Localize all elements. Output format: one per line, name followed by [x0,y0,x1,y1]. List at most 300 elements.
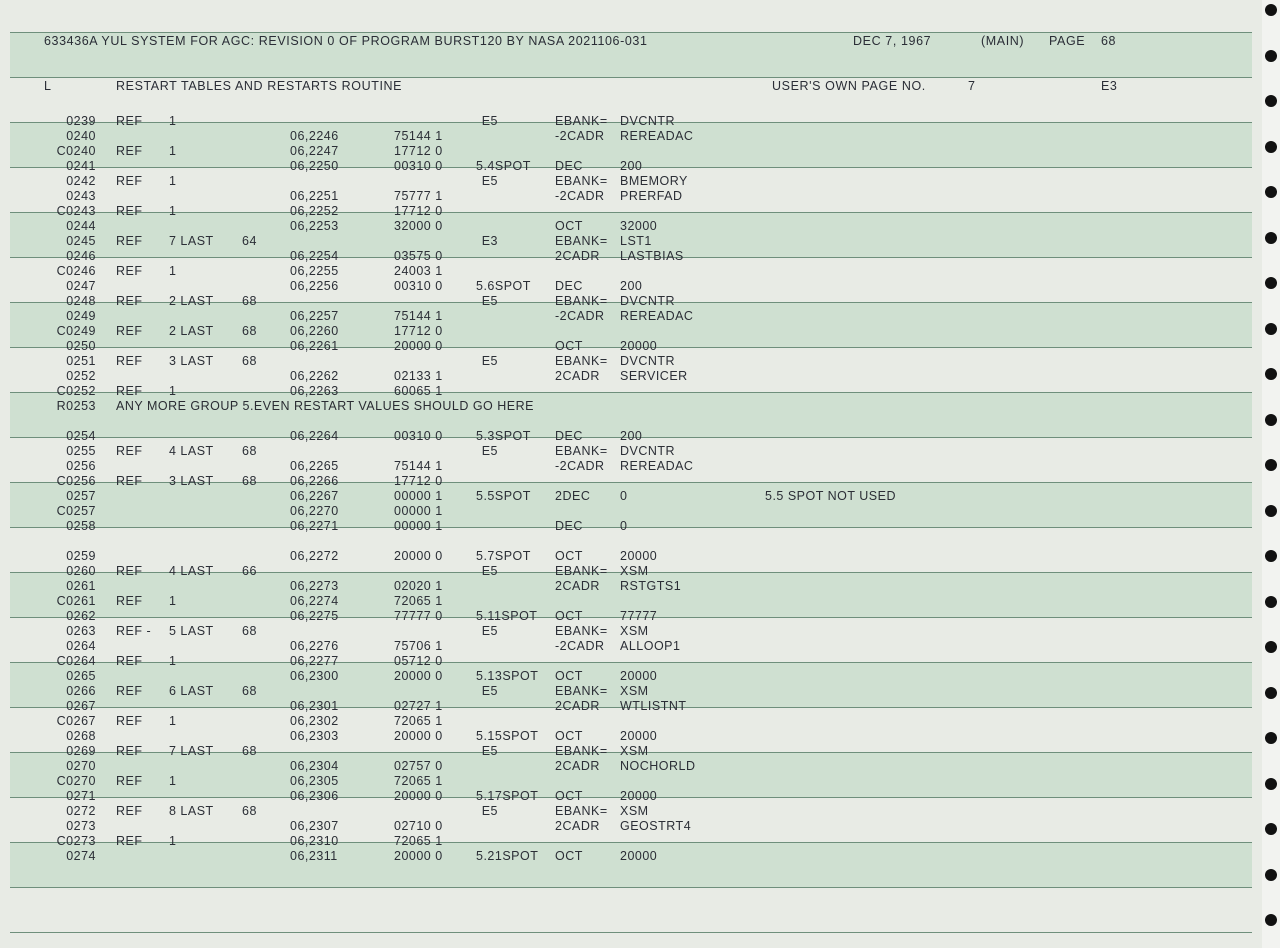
ref-marker: REF [116,714,143,728]
memory-address: 06,2257 [290,309,339,323]
operand: XSM [620,624,649,638]
operand: 32000 [620,219,658,233]
tractor-feed-strip [1262,0,1280,948]
ref-marker: REF [116,594,143,608]
line-number: C0261 [56,594,96,608]
octal-word: 32000 0 [394,219,443,233]
last-page: 68 [242,744,257,758]
feed-hole-icon [1265,459,1277,471]
octal-word: 72065 1 [394,834,443,848]
ref-count: 1 [169,264,177,278]
opcode: OCT [555,849,583,863]
line-number: 0240 [66,129,96,143]
memory-address: 06,2264 [290,429,339,443]
line-number: 0242 [66,174,96,188]
listing-header-title: 633436A YUL SYSTEM FOR AGC: REVISION 0 OF PROGRAM BURST120 BY NASA 2021106-031 [44,34,648,48]
feed-hole-icon [1265,414,1277,426]
memory-address: 06,2274 [290,594,339,608]
operand: DVCNTR [620,294,676,308]
listing-row [0,369,1262,384]
ref-count: 8 LAST [169,804,214,818]
listing-row [0,189,1262,204]
opcode: 2CADR [555,579,600,593]
line-number: 0244 [66,219,96,233]
ebank-tag: E5 [481,684,498,698]
ebank-tag: E3 [481,234,498,248]
memory-address: 06,2307 [290,819,339,833]
opcode: EBANK= [555,684,608,698]
octal-word: 77777 0 [394,609,443,623]
feed-hole-icon [1265,368,1277,380]
last-page: 68 [242,684,257,698]
opcode: DEC [555,159,583,173]
line-number: C0264 [56,654,96,668]
listing-row [0,339,1262,354]
line-number: 0247 [66,279,96,293]
line-number: 0263 [66,624,96,638]
memory-address: 06,2251 [290,189,339,203]
listing-row [0,549,1262,564]
listing-row [0,279,1262,294]
opcode: -2CADR [555,639,605,653]
ref-marker: REF [116,774,143,788]
line-number: C0267 [56,714,96,728]
listing-row [0,774,1262,789]
ebank-tag: E5 [481,114,498,128]
listing-row [0,594,1262,609]
listing-row [0,249,1262,264]
ref-marker: REF [116,834,143,848]
octal-word: 75144 1 [394,459,443,473]
feed-hole-icon [1265,186,1277,198]
memory-address: 06,2267 [290,489,339,503]
ref-count: 1 [169,384,177,398]
listing-row [0,744,1262,759]
opcode: -2CADR [555,459,605,473]
line-number: C0256 [56,474,96,488]
ebank-tag: E5 [481,624,498,638]
feed-hole-icon [1265,232,1277,244]
feed-hole-icon [1265,914,1277,926]
line-number: 0257 [66,489,96,503]
opcode: EBANK= [555,234,608,248]
octal-word: 00310 0 [394,159,443,173]
octal-word: 75144 1 [394,309,443,323]
line-number: 0254 [66,429,96,443]
operand: XSM [620,744,649,758]
line-number: 0245 [66,234,96,248]
listing-row [0,444,1262,459]
listing-row [0,639,1262,654]
operand: REREADAC [620,459,694,473]
memory-address: 06,2252 [290,204,339,218]
octal-word: 20000 0 [394,729,443,743]
line-number: 0272 [66,804,96,818]
listing-row [0,564,1262,579]
octal-word: 75144 1 [394,129,443,143]
opcode: OCT [555,549,583,563]
operand: BMEMORY [620,174,688,188]
listing-date: DEC 7, 1967 [853,34,932,48]
listing-row [0,354,1262,369]
memory-address: 06,2276 [290,639,339,653]
subheader-bank: E3 [1101,79,1118,93]
operand: REREADAC [620,309,694,323]
memory-address: 06,2305 [290,774,339,788]
memory-address: 06,2302 [290,714,339,728]
listing-row [0,819,1262,834]
memory-address: 06,2260 [290,324,339,338]
line-number: 0246 [66,249,96,263]
listing-row [0,699,1262,714]
band-rule [10,932,1252,933]
ref-count: 6 LAST [169,684,214,698]
feed-hole-icon [1265,141,1277,153]
symbol-label: 5.17SPOT [476,789,539,803]
ref-count: 4 LAST [169,564,214,578]
feed-hole-icon [1265,505,1277,517]
ref-marker: REF [116,114,143,128]
ref-count: 4 LAST [169,444,214,458]
opcode: DEC [555,279,583,293]
ref-marker: REF [116,654,143,668]
octal-word: 20000 0 [394,789,443,803]
listing-row [0,114,1262,129]
opcode: -2CADR [555,129,605,143]
octal-word: 03575 0 [394,249,443,263]
memory-address: 06,2300 [290,669,339,683]
ebank-tag: E5 [481,174,498,188]
octal-word: 75706 1 [394,639,443,653]
symbol-label: 5.7SPOT [476,549,531,563]
last-page: 68 [242,624,257,638]
operand: 77777 [620,609,658,623]
operand: XSM [620,804,649,818]
feed-hole-icon [1265,550,1277,562]
ref-count: 7 LAST [169,234,214,248]
ebank-tag: E5 [481,444,498,458]
line-number: 0271 [66,789,96,803]
last-page: 68 [242,294,257,308]
opcode: OCT [555,609,583,623]
octal-word: 72065 1 [394,714,443,728]
listing-row [0,714,1262,729]
listing-part: (MAIN) [981,34,1025,48]
octal-word: 00310 0 [394,429,443,443]
line-number: 0264 [66,639,96,653]
ref-count: 5 LAST [169,624,214,638]
symbol-label: 5.3SPOT [476,429,531,443]
listing-row [0,264,1262,279]
ref-count: 1 [169,774,177,788]
memory-address: 06,2270 [290,504,339,518]
opcode: EBANK= [555,354,608,368]
memory-address: 06,2266 [290,474,339,488]
memory-address: 06,2304 [290,759,339,773]
line-number: 0251 [66,354,96,368]
line-number: 0273 [66,819,96,833]
line-number: R0253 [56,399,96,413]
ebank-tag: E5 [481,804,498,818]
opcode: OCT [555,789,583,803]
line-number: C0270 [56,774,96,788]
line-number: 0255 [66,444,96,458]
opcode: -2CADR [555,189,605,203]
line-number: 0249 [66,309,96,323]
opcode: 2DEC [555,489,591,503]
octal-word: 20000 0 [394,339,443,353]
line-number: C0252 [56,384,96,398]
listing-row [0,669,1262,684]
ref-marker: REF [116,324,143,338]
line-number: C0243 [56,204,96,218]
listing-row [0,129,1262,144]
listing-row [0,324,1262,339]
memory-address: 06,2246 [290,129,339,143]
operand: 20000 [620,849,658,863]
operand: 200 [620,279,643,293]
ref-marker: REF [116,684,143,698]
line-number: 0252 [66,369,96,383]
line-number: 0239 [66,114,96,128]
symbol-label: 5.15SPOT [476,729,539,743]
opcode: 2CADR [555,369,600,383]
remark-text: ANY MORE GROUP 5.EVEN RESTART VALUES SHOULD GO HERE [116,399,534,413]
line-number: C0240 [56,144,96,158]
users-page-label: USER'S OWN PAGE NO. [772,79,926,93]
memory-address: 06,2306 [290,789,339,803]
listing-row [0,294,1262,309]
feed-hole-icon [1265,732,1277,744]
memory-address: 06,2301 [290,699,339,713]
octal-word: 00000 1 [394,504,443,518]
last-page: 64 [242,234,257,248]
operand: DVCNTR [620,354,676,368]
feed-hole-icon [1265,95,1277,107]
page-label: PAGE [1049,34,1086,48]
ref-count: 1 [169,174,177,188]
opcode: EBANK= [555,444,608,458]
operand: RSTGTS1 [620,579,682,593]
operand: XSM [620,564,649,578]
line-number: 0270 [66,759,96,773]
listing-row [0,414,1262,429]
operand: ALLOOP1 [620,639,681,653]
opcode: -2CADR [555,309,605,323]
ref-count: 2 LAST [169,324,214,338]
memory-address: 06,2310 [290,834,339,848]
octal-word: 00000 1 [394,519,443,533]
feed-hole-icon [1265,596,1277,608]
feed-hole-icon [1265,869,1277,881]
line-number: 0267 [66,699,96,713]
listing-row [0,804,1262,819]
comment: 5.5 SPOT NOT USED [765,489,896,503]
operand: 20000 [620,669,658,683]
band-rule [10,32,1252,33]
memory-address: 06,2275 [290,609,339,623]
ref-count: 1 [169,654,177,668]
opcode: EBANK= [555,174,608,188]
ebank-tag: E5 [481,744,498,758]
ref-count: 1 [169,114,177,128]
listing-row [0,504,1262,519]
listing-row [0,474,1262,489]
line-number: 0269 [66,744,96,758]
operand: LASTBIAS [620,249,684,263]
memory-address: 06,2247 [290,144,339,158]
ref-marker: REF [116,564,143,578]
octal-word: 05712 0 [394,654,443,668]
opcode: 2CADR [555,819,600,833]
line-number: C0273 [56,834,96,848]
ebank-tag: E5 [481,294,498,308]
operand: WTLISTNT [620,699,687,713]
ref-count: 1 [169,594,177,608]
opcode: OCT [555,219,583,233]
opcode: OCT [555,669,583,683]
operand: XSM [620,684,649,698]
octal-word: 02727 1 [394,699,443,713]
symbol-label: 5.13SPOT [476,669,539,683]
memory-address: 06,2253 [290,219,339,233]
octal-word: 17712 0 [394,474,443,488]
symbol-label: 5.5SPOT [476,489,531,503]
octal-word: 75777 1 [394,189,443,203]
line-number: C0249 [56,324,96,338]
last-page: 68 [242,804,257,818]
operand: 20000 [620,729,658,743]
feed-hole-icon [1265,641,1277,653]
feed-hole-icon [1265,323,1277,335]
memory-address: 06,2303 [290,729,339,743]
ref-marker: REF [116,234,143,248]
users-page-number: 7 [968,79,976,93]
listing-row [0,219,1262,234]
opcode: 2CADR [555,249,600,263]
listing-row [0,399,1262,414]
operand: 20000 [620,339,658,353]
listing-row [0,144,1262,159]
opcode: EBANK= [555,624,608,638]
ref-count: 3 LAST [169,474,214,488]
line-number: 0266 [66,684,96,698]
line-number: 0274 [66,849,96,863]
line-number: C0246 [56,264,96,278]
feed-hole-icon [1265,778,1277,790]
line-number: C0257 [56,504,96,518]
octal-word: 24003 1 [394,264,443,278]
opcode: EBANK= [555,294,608,308]
memory-address: 06,2261 [290,339,339,353]
symbol-label: 5.11SPOT [476,609,538,623]
last-page: 68 [242,354,257,368]
memory-address: 06,2265 [290,459,339,473]
line-number: 0259 [66,549,96,563]
octal-word: 20000 0 [394,549,443,563]
listing-row [0,729,1262,744]
listing-row [0,624,1262,639]
ref-marker: REF [116,804,143,818]
octal-word: 17712 0 [394,144,443,158]
operand: 0 [620,519,628,533]
opcode: EBANK= [555,564,608,578]
last-page: 66 [242,564,257,578]
octal-word: 72065 1 [394,774,443,788]
band-rule [10,887,1252,888]
memory-address: 06,2277 [290,654,339,668]
ref-count: 3 LAST [169,354,214,368]
last-page: 68 [242,474,257,488]
octal-word: 20000 0 [394,669,443,683]
listing-row [0,429,1262,444]
symbol-label: 5.21SPOT [476,849,539,863]
ebank-tag: E5 [481,564,498,578]
octal-word: 72065 1 [394,594,443,608]
listing-row [0,789,1262,804]
feed-hole-icon [1265,823,1277,835]
operand: DVCNTR [620,444,676,458]
feed-hole-icon [1265,50,1277,62]
operand: REREADAC [620,129,694,143]
opcode: EBANK= [555,744,608,758]
operand: 20000 [620,789,658,803]
listing-row [0,309,1262,324]
listing-row [0,459,1262,474]
symbol-label: 5.6SPOT [476,279,531,293]
line-number: 0261 [66,579,96,593]
memory-address: 06,2262 [290,369,339,383]
listing-row [0,204,1262,219]
listing-row [0,384,1262,399]
opcode: OCT [555,339,583,353]
memory-address: 06,2311 [290,849,338,863]
ref-marker: REF [116,204,143,218]
ref-marker: REF [116,294,143,308]
operand: 20000 [620,549,658,563]
symbol-label: 5.4SPOT [476,159,531,173]
opcode: DEC [555,429,583,443]
octal-word: 02020 1 [394,579,443,593]
ref-count: 1 [169,204,177,218]
operand: GEOSTRT4 [620,819,692,833]
line-number: 0265 [66,669,96,683]
ref-count: 7 LAST [169,744,214,758]
line-number: 0268 [66,729,96,743]
line-number: 0256 [66,459,96,473]
page-number: 68 [1101,34,1117,48]
operand: NOCHORLD [620,759,696,773]
octal-word: 02757 0 [394,759,443,773]
section-title: RESTART TABLES AND RESTARTS ROUTINE [116,79,403,93]
listing-row [0,834,1262,849]
ref-marker: REF [116,744,143,758]
memory-address: 06,2263 [290,384,339,398]
octal-word: 20000 0 [394,849,443,863]
listing-row [0,519,1262,534]
ref-marker: REF [116,174,143,188]
operand: 200 [620,159,643,173]
operand: LST1 [620,234,652,248]
feed-hole-icon [1265,4,1277,16]
line-number: 0260 [66,564,96,578]
listing-row [0,534,1262,549]
ref-marker: REF [116,354,143,368]
memory-address: 06,2273 [290,579,339,593]
operand: 200 [620,429,643,443]
operand: PRERFAD [620,189,683,203]
line-number: 0258 [66,519,96,533]
